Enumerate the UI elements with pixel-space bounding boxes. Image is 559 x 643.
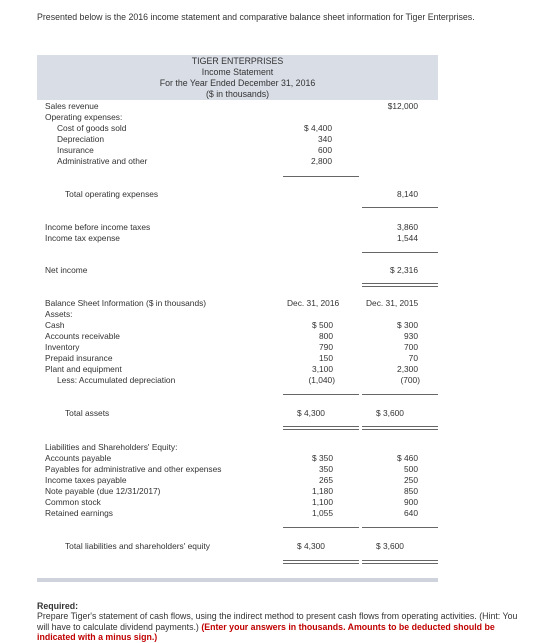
asset-row-2015: 70 bbox=[408, 353, 418, 363]
opex-rule bbox=[283, 176, 359, 177]
total-le-label: Total liabilities and shareholders' equity bbox=[65, 541, 210, 551]
total-assets-2016: $ 4,300 bbox=[297, 408, 325, 418]
liab-row-2015: 900 bbox=[404, 497, 418, 507]
asset-row-2016: 790 bbox=[319, 342, 333, 352]
total-assets-label: Total assets bbox=[65, 408, 110, 418]
liab-row-2015: $ 460 bbox=[397, 453, 418, 463]
balance-sheet-title: Balance Sheet Information ($ in thousands) bbox=[45, 298, 207, 308]
admin-value: 2,800 bbox=[311, 156, 332, 166]
liab-row-label: Common stock bbox=[45, 497, 101, 507]
total-le-2016: $ 4,300 bbox=[297, 541, 325, 551]
statement-period: For the Year Ended December 31, 2016 bbox=[159, 78, 316, 88]
opex-label: Operating expenses: bbox=[45, 112, 123, 122]
intro-text: Presented below is the 2016 income statement and comparative balance sheet information for Tiger Enterprises. bbox=[37, 12, 475, 22]
required-instructions: Prepare Tiger's statement of cash flows, using the indirect method to present cash flows from operating activities. (Hint: You will have to calculate dividend payments.) bbox=[37, 611, 518, 632]
liab-row-2016: 1,055 bbox=[312, 508, 333, 518]
required-note: (Enter your answers in thousands. Amounts to be deducted should be indicated with a minus sign.) bbox=[37, 621, 495, 642]
total-assets-rule-2016-b bbox=[283, 429, 359, 430]
net-income-rule-1 bbox=[362, 283, 438, 284]
total-assets-rule-2015-b bbox=[362, 429, 438, 430]
asset-row-2016: 800 bbox=[319, 331, 333, 341]
column-2015: Dec. 31, 2015 bbox=[366, 298, 419, 308]
net-income-label: Net income bbox=[45, 265, 88, 275]
total-le-rule-2016-b bbox=[283, 563, 359, 564]
total-assets-rule-2016-a bbox=[283, 426, 359, 427]
cogs-label: Cost of goods sold bbox=[57, 123, 127, 133]
asset-row-2015: (700) bbox=[400, 375, 420, 385]
cogs-value: $ 4,400 bbox=[304, 123, 332, 133]
liab-row-2016: 265 bbox=[319, 475, 333, 485]
tax-rule bbox=[362, 252, 438, 253]
liab-row-2015: 250 bbox=[404, 475, 418, 485]
asset-row-2016: (1,040) bbox=[308, 375, 335, 385]
liab-row-label: Retained earnings bbox=[45, 508, 113, 518]
total-le-rule-2015-b bbox=[362, 563, 438, 564]
liab-row-label: Payables for administrative and other expenses bbox=[45, 464, 222, 474]
assets-rule-2015 bbox=[362, 394, 438, 395]
asset-row-label: Accounts receivable bbox=[45, 331, 120, 341]
total-le-rule-2016-a bbox=[283, 560, 359, 561]
statement-name: Income Statement bbox=[201, 67, 274, 77]
statement-units: ($ in thousands) bbox=[205, 89, 270, 99]
net-income-value: $ 2,316 bbox=[390, 265, 418, 275]
insurance-value: 600 bbox=[318, 145, 332, 155]
depreciation-label: Depreciation bbox=[57, 134, 105, 144]
liab-row-2015: 850 bbox=[404, 486, 418, 496]
asset-row-2015: $ 300 bbox=[397, 320, 418, 330]
depreciation-value: 340 bbox=[318, 134, 332, 144]
ibt-value: 3,860 bbox=[397, 222, 418, 232]
asset-row-label: Cash bbox=[45, 320, 65, 330]
sales-value: $12,000 bbox=[387, 101, 418, 111]
required-text bbox=[37, 611, 527, 643]
asset-row-2015: 2,300 bbox=[397, 364, 418, 374]
section-divider-bar bbox=[37, 578, 438, 582]
required-title: Required: bbox=[37, 601, 79, 611]
liab-row-2016: 1,100 bbox=[312, 497, 333, 507]
company-name: TIGER ENTERPRISES bbox=[191, 56, 284, 66]
insurance-label: Insurance bbox=[57, 145, 94, 155]
ibt-label: Income before income taxes bbox=[45, 222, 151, 232]
column-2016: Dec. 31, 2016 bbox=[287, 298, 340, 308]
total-assets-rule-2015-a bbox=[362, 426, 438, 427]
total-opex-rule bbox=[362, 207, 438, 208]
total-opex-value: 8,140 bbox=[397, 189, 418, 199]
asset-row-2016: 3,100 bbox=[312, 364, 333, 374]
liab-row-2015: 640 bbox=[404, 508, 418, 518]
liab-row-label: Note payable (due 12/31/2017) bbox=[45, 486, 161, 496]
liab-rule-2015 bbox=[362, 527, 438, 528]
asset-row-2016: $ 500 bbox=[312, 320, 333, 330]
liab-row-2016: 1,180 bbox=[312, 486, 333, 496]
liab-row-2016: 350 bbox=[319, 464, 333, 474]
tax-label: Income tax expense bbox=[45, 233, 120, 243]
total-assets-2015: $ 3,600 bbox=[376, 408, 404, 418]
asset-row-label: Prepaid insurance bbox=[45, 353, 113, 363]
liab-row-2015: 500 bbox=[404, 464, 418, 474]
liab-row-label: Accounts payable bbox=[45, 453, 112, 463]
liab-rule-2016 bbox=[283, 527, 359, 528]
asset-row-label: Inventory bbox=[45, 342, 80, 352]
asset-row-2015: 700 bbox=[404, 342, 418, 352]
liab-row-2016: $ 350 bbox=[312, 453, 333, 463]
liabilities-label: Liabilities and Shareholders' Equity: bbox=[45, 442, 178, 452]
asset-row-2016: 150 bbox=[319, 353, 333, 363]
total-le-rule-2015-a bbox=[362, 560, 438, 561]
net-income-rule-2 bbox=[362, 286, 438, 287]
admin-label: Administrative and other bbox=[57, 156, 148, 166]
asset-row-label: Plant and equipment bbox=[45, 364, 122, 374]
sales-label: Sales revenue bbox=[45, 101, 99, 111]
asset-row-label: Less: Accumulated depreciation bbox=[57, 375, 176, 385]
assets-label: Assets: bbox=[45, 309, 73, 319]
tax-value: 1,544 bbox=[397, 233, 418, 243]
total-opex-label: Total operating expenses bbox=[65, 189, 159, 199]
liab-row-label: Income taxes payable bbox=[45, 475, 127, 485]
total-le-2015: $ 3,600 bbox=[376, 541, 404, 551]
asset-row-2015: 930 bbox=[404, 331, 418, 341]
assets-rule-2016 bbox=[283, 394, 359, 395]
